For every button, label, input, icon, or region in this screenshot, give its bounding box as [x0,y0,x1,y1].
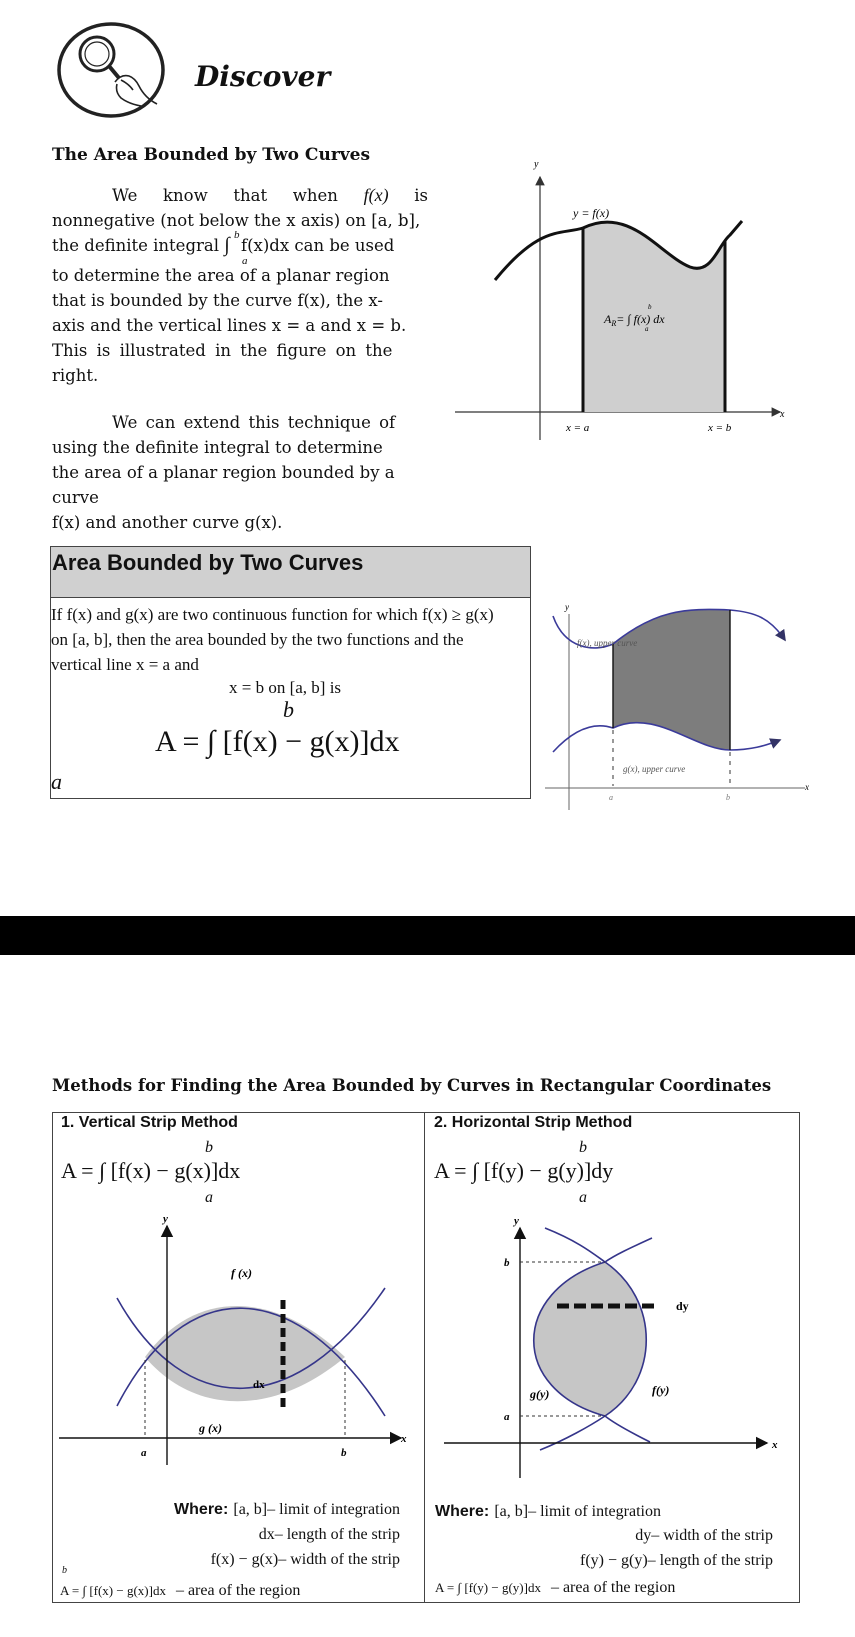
vertical-method-title: 1. Vertical Strip Method [61,1114,238,1131]
para-line: curve [52,488,99,507]
para-line-integral: the definite integral ∫ b a f(x)dx can be used [52,229,395,267]
where-label: Where: [174,1501,229,1518]
x-axis-label: x [780,409,785,420]
area-desc: – area of the region [550,1579,676,1596]
y-axis-label: y [163,1213,168,1225]
section-heading: The Area Bounded by Two Curves [52,145,371,165]
horizontal-area-line [435,1579,675,1597]
g-label: g(y) [530,1387,550,1401]
extend-paragraph [52,410,428,535]
curve-label: y = f(x) [573,206,610,220]
area-under-curve-figure [450,155,790,455]
definition-box [50,546,531,799]
horizontal-lower-limit: a [579,1189,587,1206]
b-label: b [726,793,730,802]
x-b-label: x = b [708,422,732,434]
x-axis-label: x [401,1433,407,1445]
f-label: f(y) [652,1383,670,1397]
where-strip-width: f(x) − g(x)– width of the strip [210,1551,400,1568]
para-line: f(x) and another curve g(x). [52,513,283,532]
b-label: b [341,1447,347,1459]
dy-label: dy [676,1299,689,1313]
methods-heading: Methods for Finding the Area Bounded by Curves in Rectangular Coordinates [52,1076,772,1095]
area-formula: A = ∫ [f(y) − g(y)]dx [435,1580,541,1595]
horizontal-strip-figure [430,1210,795,1485]
area-upper-limit: b [648,303,652,311]
y-axis-label: y [534,159,539,170]
horizontal-where-line1 [435,1498,661,1524]
para-line: right. [52,366,99,385]
a-label: a [141,1447,147,1459]
where-strip-length: dx– length of the strip [258,1526,400,1543]
where-strip-width: dy– width of the strip [635,1527,773,1544]
x-axis-label: x [805,782,809,792]
where-label: Where: [435,1503,490,1520]
vertical-formula: A = ∫ [f(x) − g(x)]dx [61,1158,241,1183]
para-line: to determine the area of a planar region [52,266,390,285]
where-limits: [a, b]– limit of integration [233,1501,400,1518]
a-label: a [504,1411,510,1423]
vertical-upper-limit: b [205,1139,213,1156]
para-line: We can extend this technique of [112,413,396,432]
magnifier-hand-icon [55,20,167,120]
area-lower-limit: a [645,325,649,333]
para-line: the area of a planar region bounded by a [52,463,395,482]
para-line: using the definite integral to determine [52,438,383,457]
y-axis-label: y [514,1215,519,1227]
horizontal-upper-limit: b [579,1139,587,1156]
vertical-lower-limit: a [205,1189,213,1206]
definition-body [51,598,530,700]
definition-line: x = b on [a, b] is [229,678,342,697]
upper-curve-label: f(x), upper curve [577,638,638,648]
para-line: nonnegative (not below the x axis) on [a, b], [52,211,421,230]
area-upper-limit: b [62,1565,67,1576]
shaded-region [145,1306,345,1401]
horizontal-where [435,1523,773,1573]
para-line: axis and the vertical lines x = a and x = b. [52,316,407,335]
area-formula: A = ∫ [f(x) − g(x)]dx [60,1583,166,1598]
y-axis-label: y [565,602,569,612]
g-label: g (x) [199,1421,222,1435]
para-line: We know that when f(x) is [112,185,428,205]
definition-line: vertical line x = a and [51,655,199,674]
two-curves-figure [535,600,815,810]
vertical-strip-figure [55,1210,420,1470]
definition-line: If f(x) and g(x) are two continuous function for which f(x) ≥ g(x) [51,605,494,624]
x-axis-label: x [772,1439,778,1451]
vertical-where [60,1496,400,1572]
area-label: $A_R=$ ∫ f(x) dx [604,312,665,328]
vertical-area-line [60,1582,300,1600]
discover-title: Discover [195,60,331,93]
horizontal-formula: A = ∫ [f(y) − g(y)]dy [434,1158,614,1183]
page-divider [0,916,855,955]
b-label: b [504,1257,510,1269]
formula-lower-limit: a [51,769,62,794]
para-line: This is illustrated in the figure on the [52,341,393,360]
intro-paragraph [52,183,428,388]
lower-curve-label: g(x), upper curve [623,764,686,774]
where-strip-length: f(y) − g(y)– length of the strip [580,1552,773,1569]
definition-line: on [a, b], then the area bounded by the two functions and the [51,630,464,649]
a-label: a [609,793,613,802]
x-a-label: x = a [566,422,590,434]
dx-label: dx [253,1379,265,1391]
definition-formula: A = ∫ [f(x) − g(x)]dx [155,725,400,758]
f-label: f (x) [231,1266,252,1280]
horizontal-method-title: 2. Horizontal Strip Method [434,1114,633,1131]
formula-upper-limit: b [283,697,294,722]
where-limits: [a, b]– limit of integration [494,1503,661,1520]
table-divider [424,1112,425,1602]
area-desc: – area of the region [175,1582,301,1599]
definition-title: Area Bounded by Two Curves [51,547,530,598]
para-line: that is bounded by the curve f(x), the x- [52,291,383,310]
